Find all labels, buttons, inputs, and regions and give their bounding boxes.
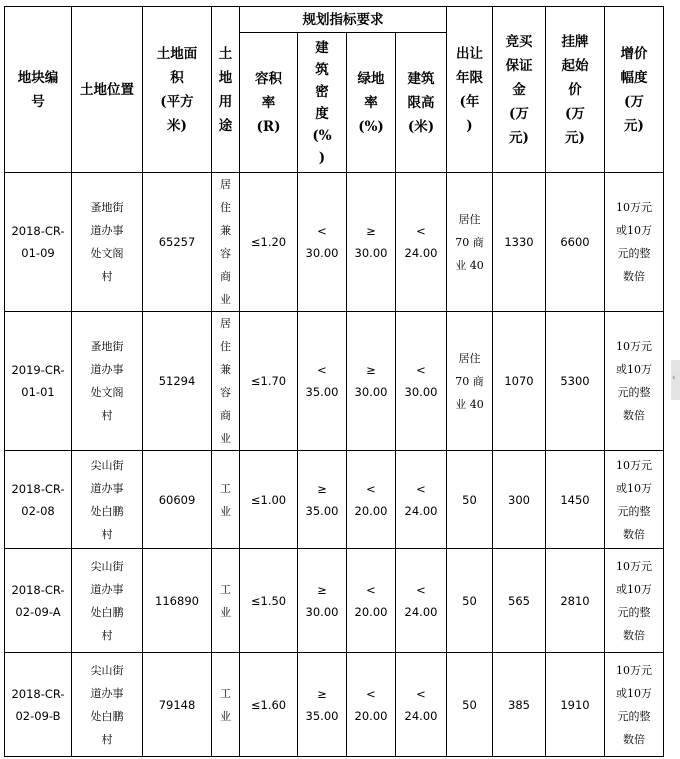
cell-height-limit: < 24.00 [396,549,447,653]
table-row [5,549,664,653]
cell-deposit: 385 [493,653,546,757]
header-area: 土地面 积 (平方 米) [143,7,212,173]
cell-area: 51294 [143,312,212,451]
cell-location: 蚤地街 道办事 处文阁 村 [72,173,143,312]
cell-location: 蚤地街 道办事 处文阁 村 [72,312,143,451]
header-deposit: 竞买 保证 金 (万 元) [493,7,546,173]
header-density: 建 筑 密 度 (% ) [298,33,347,173]
cell-green-rate: < 20.00 [347,451,396,549]
header-far: 容积 率 (R) [240,33,298,173]
cell-location: 尖山街 道办事 处白鹏 村 [72,451,143,549]
cell-increment: 10万元 或10万 元的整 数倍 [605,549,664,653]
cell-increment: 10万元 或10万 元的整 数倍 [605,451,664,549]
cell-density: ≥ 35.00 [298,451,347,549]
cell-term: 50 [447,451,493,549]
cell-deposit: 1330 [493,173,546,312]
cell-height-limit: < 24.00 [396,451,447,549]
side-scroll-tab[interactable] [671,360,680,400]
cell-start-price: 5300 [546,312,605,451]
cell-area: 60609 [143,451,212,549]
cell-start-price: 2810 [546,549,605,653]
land-listing-table [4,6,664,757]
cell-green-rate: < 20.00 [347,549,396,653]
cell-plot-id: 2018-CR- 02-08 [5,451,72,549]
cell-density: ≥ 35.00 [298,653,347,757]
cell-plot-id: 2018-CR- 02-09-B [5,653,72,757]
table-body [5,173,664,757]
cell-density: < 35.00 [298,312,347,451]
cell-density: < 30.00 [298,173,347,312]
cell-increment: 10万元 或10万 元的整 数倍 [605,173,664,312]
cell-start-price: 1450 [546,451,605,549]
cell-plot-id: 2018-CR- 01-09 [5,173,72,312]
header-increment: 增价 幅度 (万 元) [605,7,664,173]
table-row [5,312,664,451]
table-header [5,7,664,173]
chevron-left-icon: ‹ [672,373,676,383]
table-row [5,173,664,312]
cell-height-limit: < 30.00 [396,312,447,451]
cell-green-rate: ≥ 30.00 [347,173,396,312]
cell-term: 居住 70 商 业 40 [447,312,493,451]
cell-plot-id: 2018-CR- 02-09-A [5,549,72,653]
header-planning-requirements: 规划指标要求 [240,7,447,33]
cell-deposit: 1070 [493,312,546,451]
cell-deposit: 565 [493,549,546,653]
header-location: 土地位置 [72,7,143,173]
cell-increment: 10万元 或10万 元的整 数倍 [605,653,664,757]
cell-height-limit: < 24.00 [396,173,447,312]
cell-increment: 10万元 或10万 元的整 数倍 [605,312,664,451]
header-land-use: 土 地 用 途 [212,7,240,173]
cell-land-use: 工 业 [212,549,240,653]
table-row [5,653,664,757]
cell-far: ≤1.60 [240,653,298,757]
cell-area: 79148 [143,653,212,757]
cell-area: 116890 [143,549,212,653]
cell-far: ≤1.70 [240,312,298,451]
cell-term: 居住 70 商 业 40 [447,173,493,312]
cell-start-price: 1910 [546,653,605,757]
cell-plot-id: 2019-CR- 01-01 [5,312,72,451]
cell-land-use: 居 住 兼 容 商 业 [212,173,240,312]
cell-land-use: 工 业 [212,451,240,549]
cell-height-limit: < 24.00 [396,653,447,757]
header-green-rate: 绿地 率 (%) [347,33,396,173]
cell-far: ≤1.20 [240,173,298,312]
table-row [5,451,664,549]
cell-land-use: 居 住 兼 容 商 业 [212,312,240,451]
cell-term: 50 [447,549,493,653]
cell-start-price: 6600 [546,173,605,312]
cell-location: 尖山街 道办事 处白鹏 村 [72,549,143,653]
cell-term: 50 [447,653,493,757]
cell-location: 尖山街 道办事 处白鹏 村 [72,653,143,757]
cell-deposit: 300 [493,451,546,549]
cell-land-use: 工 业 [212,653,240,757]
cell-density: ≥ 30.00 [298,549,347,653]
cell-green-rate: < 20.00 [347,653,396,757]
cell-green-rate: ≥ 30.00 [347,312,396,451]
cell-far: ≤1.50 [240,549,298,653]
header-height-limit: 建筑 限高 (米) [396,33,447,173]
cell-area: 65257 [143,173,212,312]
header-start-price: 挂牌 起始 价 (万 元) [546,7,605,173]
header-plot-id: 地块编 号 [5,7,72,173]
cell-far: ≤1.00 [240,451,298,549]
header-term: 出让 年限 (年 ) [447,7,493,173]
